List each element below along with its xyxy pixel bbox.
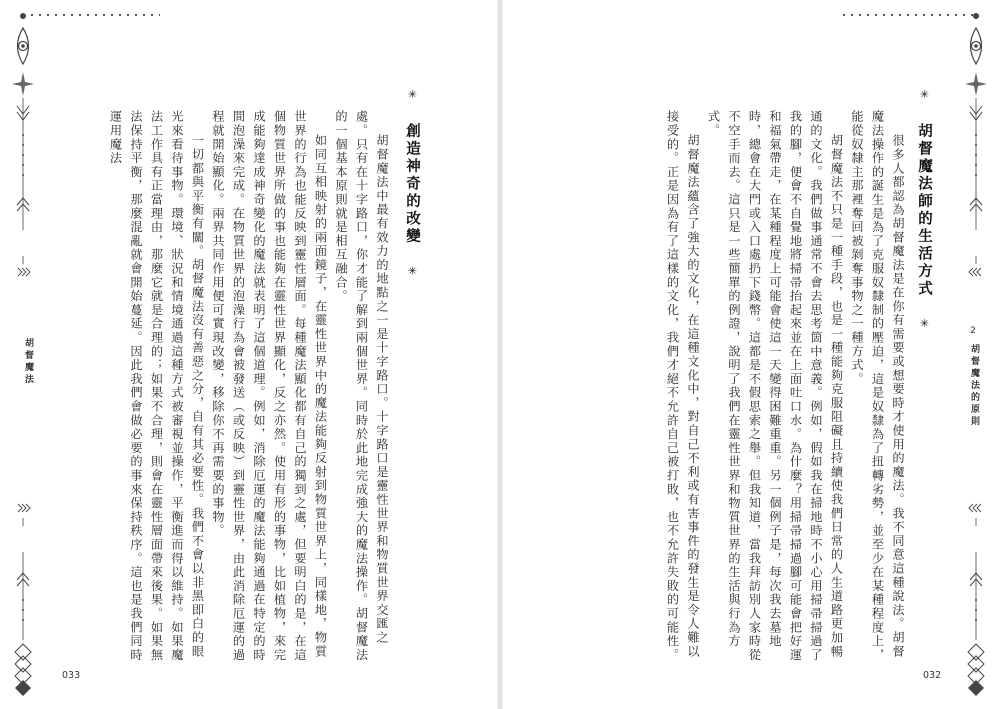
chapter-number: 2 (968, 326, 978, 339)
left-running-head: 胡督魔法 (23, 338, 33, 386)
paragraph: 很多人都認為胡督魔法是在你有需要或想要時才使用的魔法。我不同意這種說法。胡督魔法操作的誕生是為了克服奴隸制的壓迫，這是奴隸為了扭轉劣勢，並至少在某種程度上，能從奴隸主那裡奪回被剝奪事物之一種方式。 (850, 110, 905, 662)
heading-star-icon: ✳ (406, 264, 419, 281)
paragraph: 胡督魔法不只是一種手段，也是一種能夠克服阻礙且持續使我們日常的人生道路更加暢通的文化。我們做事通常不會去思考箇中意義。例如，假如我在掃地時不小心用掃帚掃過了我的腳，便會不自覺地將掃帚抬起來並在上面吐口水。為什麼？用掃帚掃過腳可能會把好運和福氣帶走，在某種程度上可能會使這一天變得困難重重。另一個例子是，每次我去墓地時，總會在大門或入口處扔下錢幣。這都是不假思索之舉。但我知道，當我拜訪別人家時從不空手而去。這只是一些簡單的例證，說明了我們在靈性世界和物質世界的生活與行為方式。 (706, 110, 844, 662)
top-dotted-rule (840, 14, 975, 16)
section-heading-left (402, 88, 423, 281)
right-page (500, 0, 999, 709)
paragraph: 胡督魔法蘊含了強大的文化，在這種文化中，對自己不利或有害事件的發生是令人難以接受的。正是因為有了這樣的文化，我們才絕不允許自己被打敗，也不允許失敗的可能性。 (665, 110, 700, 662)
right-body-text (630, 110, 908, 670)
section-title: 胡督魔法師的生活方式 (916, 123, 932, 298)
heading-star-icon: ✳ (918, 317, 931, 333)
section-title: 創造神奇的改變 (404, 123, 420, 246)
heading-star-icon: ✳ (918, 88, 931, 104)
paragraph: 如同互相映射的兩面鏡子，在靈性世界中的魔法能夠反射到物質世界上，同樣地，物質世界的行為也能反映到靈性層面。每種魔法顯化都有自己的獨到之處，但要明白的是，在這個物質世界所做的事也能夠在靈性世界顯化，反之亦然。使用有形的事物，比如植物，來完成能夠達成神奇變化的魔法就表明了這個道理。例如，消除厄運的魔法能夠通過在特定的時間泡澡來完成。在物質世界的泡澡行為會被發送（或反映）到靈性世界，由此消除厄運的過程就開始顯化。兩界共同作用便可實現改變，移除你不再需要的事物。 (211, 110, 328, 662)
left-page (0, 0, 499, 709)
section-heading-right (914, 88, 935, 333)
top-dotted-rule (20, 14, 160, 16)
left-body-text (66, 110, 392, 670)
paragraph: 一切都與平衡有關。胡督魔法沒有善惡之分，自有其必要性。我們不會以非黑即白的眼光來看待事物。環境、狀況和情境通過這種方式被審視並操作，平衡進而得以維持。如果魔法工作具有正當理由，那麼它就是合理的；如果不合理，則會在靈性層面帶來後果。如果無法保持平衡，那麼混亂就會開始蔓延。因此我們會做必要的事來保持秩序。這也是我們同時運用魔法 (108, 110, 205, 662)
right-page-number: 032 (923, 670, 942, 681)
paragraph: 胡督魔法中最有效力的地點之一是十字路口。十字路口是靈性世界和物質世界交匯之處。只有在十字路口，你才能了解到兩個世界。同時於此地完成強大的魔法操作。胡督魔法的一個基本原則就是相互融合。 (334, 110, 389, 662)
left-page-number: 033 (62, 670, 81, 681)
heading-star-icon: ✳ (406, 88, 419, 104)
right-running-head: 胡督魔法的原則 (969, 344, 979, 428)
